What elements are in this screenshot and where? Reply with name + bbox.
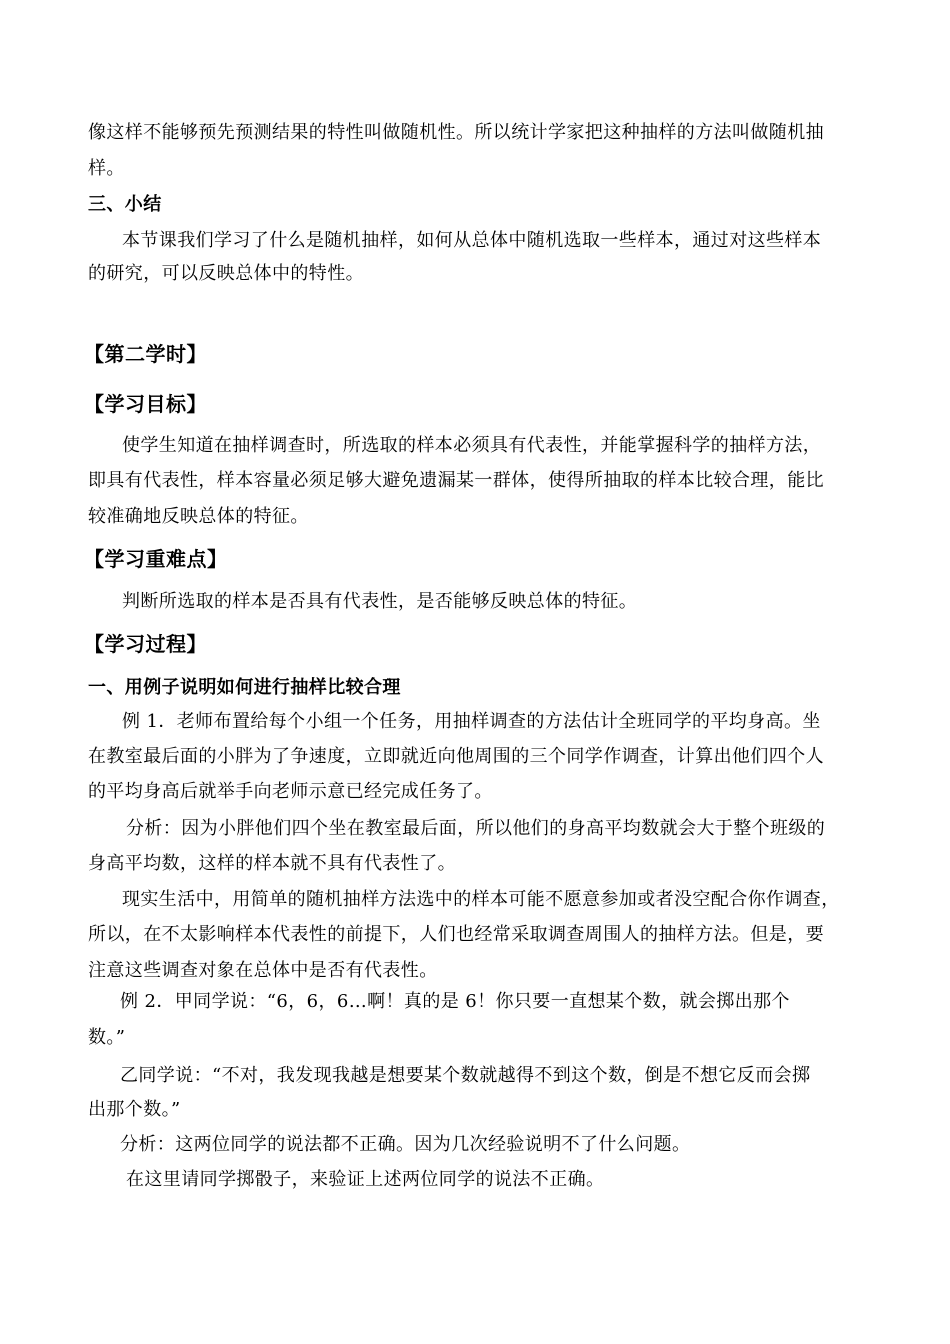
paragraph-line: 即具有代表性，样本容量必须足够大避免遗漏某一群体，使得所抽取的样本比较合理，能比	[88, 470, 824, 491]
paragraph-line: 乙同学说：“不对，我发现我越是想要某个数就越得不到这个数，倒是不想它反而会掷	[120, 1065, 811, 1086]
paragraph-line: 的平均身高后就举手向老师示意已经完成任务了。	[88, 781, 493, 802]
paragraph-line: 身高平均数，这样的样本就不具有代表性了。	[88, 853, 456, 874]
paragraph-line: 注意这些调查对象在总体中是否有代表性。	[88, 960, 438, 981]
section-heading-summary: 三、小结	[88, 194, 162, 215]
paragraph-line: 在这里请同学掷骰子，来验证上述两位同学的说法不正确。	[126, 1169, 605, 1190]
section-heading-examples: 一、用例子说明如何进行抽样比较合理	[88, 677, 401, 698]
paragraph-line: 分析：这两位同学的说法都不正确。因为几次经验说明不了什么问题。	[120, 1134, 691, 1155]
paragraph-line: 分析：因为小胖他们四个坐在教室最后面，所以他们的身高平均数就会大于整个班级的	[126, 818, 826, 839]
paragraph-line: 例 2．甲同学说：“6，6，6…啊！真的是 6！你只要一直想某个数，就会掷出那个	[120, 991, 790, 1012]
paragraph-line: 出那个数。”	[88, 1099, 181, 1120]
paragraph-line: 在教室最后面的小胖为了争速度，立即就近向他周围的三个同学作调查，计算出他们四个人	[88, 746, 824, 767]
paragraph-line: 判断所选取的样本是否具有代表性，是否能够反映总体的特征。	[122, 591, 638, 612]
paragraph-line: 现实生活中，用简单的随机抽样方法选中的样本可能不愿意参加或者没空配合你作调查，	[122, 889, 840, 910]
paragraph-line: 样。	[88, 158, 125, 179]
heading-key-points: 【学习重难点】	[84, 547, 228, 571]
paragraph-line: 例 1．老师布置给每个小组一个任务，用抽样调查的方法估计全班同学的平均身高。坐	[122, 711, 821, 732]
paragraph-line: 的研究，可以反映总体中的特性。	[88, 263, 364, 284]
paragraph-line: 使学生知道在抽样调查时，所选取的样本必须具有代表性，并能掌握科学的抽样方法，	[122, 435, 822, 456]
heading-learning-process: 【学习过程】	[84, 632, 207, 656]
paragraph-line: 数。”	[88, 1027, 126, 1048]
paragraph-line: 较准确地反映总体的特征。	[88, 506, 309, 527]
heading-learning-goals: 【学习目标】	[84, 392, 207, 416]
heading-second-lesson: 【第二学时】	[84, 342, 207, 366]
paragraph-line: 本节课我们学习了什么是随机抽样，如何从总体中随机选取一些样本，通过对这些样本	[122, 230, 822, 251]
paragraph-line: 像这样不能够预先预测结果的特性叫做随机性。所以统计学家把这种抽样的方法叫做随机抽	[88, 122, 824, 143]
paragraph-line: 所以，在不太影响样本代表性的前提下，人们也经常采取调查周围人的抽样方法。但是，要	[88, 924, 824, 945]
